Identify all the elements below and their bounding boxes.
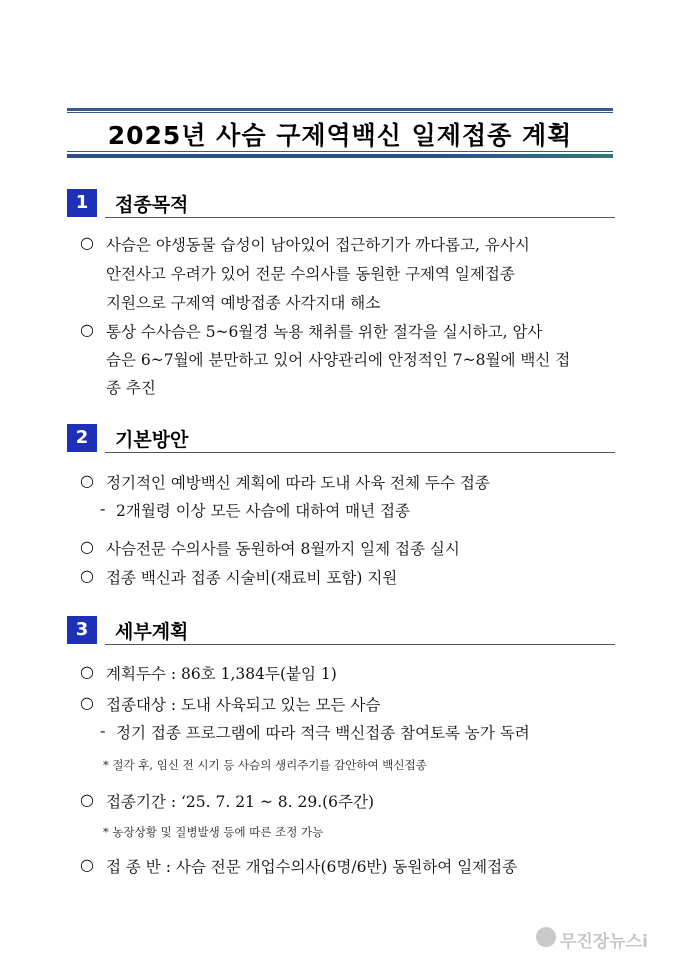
circle-bullet-icon: ○ — [80, 662, 94, 681]
title-top-rule — [67, 108, 613, 111]
news-watermark — [536, 923, 676, 953]
circle-bullet-icon: ○ — [80, 855, 94, 874]
circle-bullet-icon: ○ — [80, 693, 94, 712]
list-subitem: 정기 접종 프로그램에 따라 적극 백신접종 참여토록 농가 독려 — [116, 724, 530, 742]
circle-bullet-icon: ○ — [80, 537, 94, 556]
watermark-text: 무진장뉴스i — [560, 932, 648, 952]
circle-bullet-icon: ○ — [80, 790, 94, 809]
list-item: 접종 백신과 접종 시술비(재료비 포함) 지원 — [106, 569, 398, 587]
list-item: 접종기간 : ‘25. 7. 21 ~ 8. 29.(6주간) — [106, 793, 375, 811]
section-2-header — [67, 424, 615, 454]
title-bottom-rule — [67, 154, 613, 158]
paragraph-line: 지원으로 구제역 예방접종 사각지대 해소 — [106, 294, 381, 312]
paragraph-line: 종 추진 — [106, 379, 156, 397]
section-3-header — [67, 616, 615, 646]
section-number-badge: 2 — [67, 424, 97, 452]
section-title: 세부계획 — [115, 621, 189, 643]
section-rule — [105, 217, 615, 218]
section-number-badge: 1 — [67, 189, 97, 217]
list-item: 접 종 반 : 사슴 전문 개업수의사(6명/6반) 동원하여 일제접종 — [106, 858, 518, 876]
paragraph-line: 안전사고 우려가 있어 전문 수의사를 동원한 구제역 일제접종 — [106, 265, 515, 283]
dash-bullet-icon: - — [100, 721, 106, 740]
paragraph-line: 통상 수사슴은 5~6월경 녹용 채취를 위한 절각을 실시하고, 암사 — [106, 323, 543, 341]
circle-bullet-icon: ○ — [80, 566, 94, 585]
document-title: 2025년 사슴 구제역백신 일제접종 계획 — [107, 121, 573, 150]
title-bottom-rule-thin — [67, 151, 613, 152]
section-rule — [105, 452, 615, 453]
section-title: 접종목적 — [115, 194, 189, 216]
list-item: 계획두수 : 86호 1,384두(붙임 1) — [106, 665, 337, 683]
section-title: 기본방안 — [115, 429, 189, 451]
section-1-header — [67, 189, 615, 219]
section-rule — [105, 644, 615, 645]
list-item: 사슴전문 수의사를 동원하여 8월까지 일제 접종 실시 — [106, 540, 460, 558]
list-item: 접종대상 : 도내 사육되고 있는 모든 사슴 — [106, 696, 381, 714]
list-subitem: 2개월령 이상 모든 사슴에 대하여 매년 접종 — [116, 502, 410, 520]
section-number-badge: 3 — [67, 616, 97, 644]
document-title-box — [67, 108, 613, 158]
list-item: 정기적인 예방백신 계획에 따라 도내 사육 전체 두수 접종 — [106, 474, 490, 492]
paragraph-line: 슴은 6~7월에 분만하고 있어 사양관리에 안정적인 7~8월에 백신 접 — [106, 351, 571, 369]
footnote: * 절각 후, 임신 전 시기 등 사슴의 생리주기를 감안하여 백신접종 — [103, 758, 427, 772]
circle-bullet-icon: ○ — [80, 320, 94, 339]
circle-bullet-icon: ○ — [80, 233, 94, 252]
dash-bullet-icon: - — [100, 499, 106, 518]
paragraph-line: 사슴은 야생동물 습성이 남아있어 접근하기가 까다롭고, 유사시 — [106, 236, 530, 254]
watermark-logo-icon — [536, 927, 556, 947]
footnote: * 농장상황 및 질병발생 등에 따른 조정 가능 — [103, 825, 324, 839]
circle-bullet-icon: ○ — [80, 471, 94, 490]
title-top-rule-thin — [67, 112, 613, 113]
